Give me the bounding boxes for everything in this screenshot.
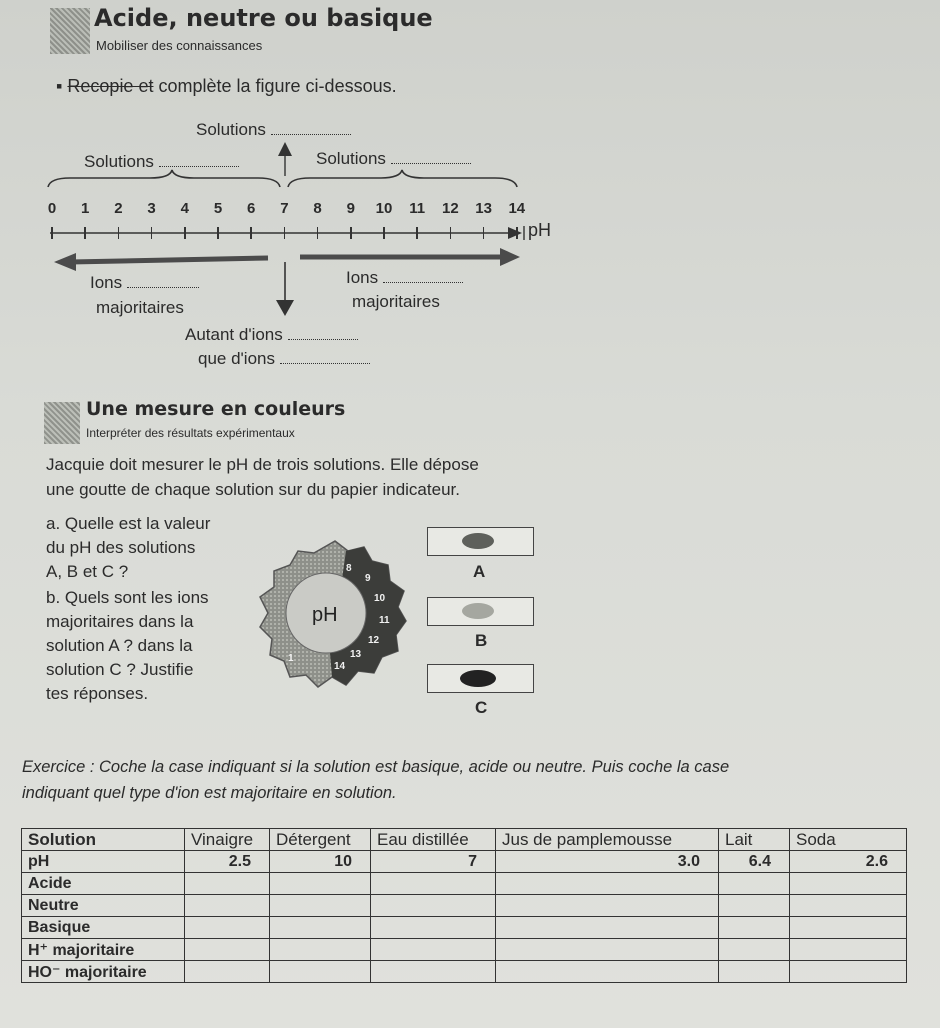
ph-tick-label-2: 2 bbox=[114, 200, 123, 217]
exercise2-intro-2: une goutte de chaque solution sur du papier indicateur. bbox=[46, 480, 460, 499]
row-label-h-majoritaire: H⁺ majoritaire bbox=[22, 939, 185, 961]
checkbox-cell[interactable] bbox=[270, 917, 371, 939]
checkbox-cell[interactable] bbox=[496, 939, 719, 961]
up-arrow-head bbox=[278, 142, 292, 156]
sample-c-box bbox=[427, 664, 534, 693]
checkbox-cell[interactable] bbox=[496, 961, 719, 983]
exercise3-text-1: Exercice : Coche la case indiquant si la solution est basique, acide ou neutre. Puis coche la case bbox=[22, 758, 730, 776]
ph-jus: 3.0 bbox=[496, 851, 719, 873]
table-row-basique bbox=[22, 917, 907, 939]
right-brace bbox=[288, 170, 517, 187]
sample-a-box bbox=[427, 527, 534, 556]
ph-tick-mark bbox=[250, 227, 252, 239]
exercise1-skill: Mobiliser des connaissances bbox=[96, 38, 263, 53]
ph-tick-label-13: 13 bbox=[475, 200, 492, 217]
left-brace bbox=[48, 170, 280, 187]
ph-tick-mark bbox=[317, 227, 319, 239]
ph-tick-mark bbox=[416, 227, 418, 239]
ph-tick-label-7: 7 bbox=[280, 200, 289, 217]
acid-arrow-head bbox=[54, 253, 76, 271]
ph-tick-label-6: 6 bbox=[247, 200, 256, 217]
down-arrow-head bbox=[276, 300, 294, 316]
row-label-neutre: Neutre bbox=[22, 895, 185, 917]
ph-tick-label-4: 4 bbox=[180, 200, 189, 217]
wheel-center-label: pH bbox=[312, 604, 338, 626]
checkbox-cell[interactable] bbox=[719, 895, 790, 917]
checkbox-cell[interactable] bbox=[496, 873, 719, 895]
wheel-number-9: 9 bbox=[365, 573, 371, 584]
ph-tick-mark bbox=[217, 227, 219, 239]
ph-color-wheel bbox=[250, 535, 420, 695]
checkbox-cell[interactable] bbox=[185, 895, 270, 917]
header-detergent: Détergent bbox=[270, 829, 371, 851]
checkbox-cell[interactable] bbox=[185, 939, 270, 961]
question-b: b. Quels sont les ions majoritaires dans la solution A ? dans la solution C ? Justifie tes réponses. bbox=[46, 588, 209, 703]
header-jus: Jus de pamplemousse bbox=[496, 829, 719, 851]
table-header-row bbox=[22, 829, 907, 851]
checkbox-cell[interactable] bbox=[185, 873, 270, 895]
ph-axis-label: pH bbox=[528, 220, 552, 240]
wheel-number-11: 11 bbox=[379, 615, 390, 626]
header-lait: Lait bbox=[719, 829, 790, 851]
ph-tick-mark bbox=[284, 227, 286, 239]
table-row-neutre bbox=[22, 895, 907, 917]
header-soda: Soda bbox=[790, 829, 907, 851]
checkbox-cell[interactable] bbox=[790, 939, 907, 961]
table-row-ho-majoritaire bbox=[22, 961, 907, 983]
wheel-number-8: 8 bbox=[346, 563, 352, 574]
row-label-ph: pH bbox=[22, 851, 185, 873]
ions-right-majoritaires: majoritaires bbox=[352, 292, 440, 311]
instruction-text: complète la figure ci-dessous. bbox=[158, 76, 397, 96]
ph-tick-mark bbox=[483, 227, 485, 239]
ph-soda: 2.6 bbox=[790, 851, 907, 873]
checkbox-cell[interactable] bbox=[790, 873, 907, 895]
ph-tick-label-5: 5 bbox=[213, 200, 223, 217]
header-vinaigre: Vinaigre bbox=[185, 829, 270, 851]
sample-c-label: C bbox=[475, 698, 488, 717]
checkbox-cell[interactable] bbox=[790, 961, 907, 983]
ph-lait: 6.4 bbox=[719, 851, 790, 873]
ph-tick-mark bbox=[151, 227, 153, 239]
ph-tick-label-12: 12 bbox=[442, 200, 459, 217]
checkbox-cell[interactable] bbox=[719, 873, 790, 895]
table-row-ph bbox=[22, 851, 907, 873]
checkbox-cell[interactable] bbox=[496, 917, 719, 939]
wheel-number-14: 14 bbox=[334, 661, 346, 672]
sample-a-label: A bbox=[473, 562, 486, 581]
label-solutions-left: Solutions bbox=[84, 152, 239, 172]
checkbox-cell[interactable] bbox=[185, 961, 270, 983]
ph-tick-label-8: 8 bbox=[313, 200, 322, 217]
ph-tick-mark bbox=[51, 227, 53, 239]
ph-tick-mark bbox=[383, 227, 385, 239]
table-row-acide bbox=[22, 873, 907, 895]
ph-tick-label-9: 9 bbox=[346, 200, 355, 217]
checkbox-cell[interactable] bbox=[719, 961, 790, 983]
checkbox-cell[interactable] bbox=[270, 961, 371, 983]
sample-b-box bbox=[427, 597, 534, 626]
wheel-number-1: 1 bbox=[288, 653, 294, 664]
label-solutions-right: Solutions bbox=[316, 149, 471, 169]
checkbox-cell[interactable] bbox=[270, 895, 371, 917]
wheel-number-10: 10 bbox=[374, 593, 386, 604]
sample-b-label: B bbox=[475, 631, 488, 650]
checkbox-cell[interactable] bbox=[270, 939, 371, 961]
header-eau: Eau distillée bbox=[371, 829, 496, 851]
ph-scale-figure bbox=[0, 0, 940, 380]
autant-line-1: Autant d'ions bbox=[185, 325, 358, 345]
row-label-ho-majoritaire: HO⁻ majoritaire bbox=[22, 961, 185, 983]
label-solutions-top: Solutions bbox=[196, 120, 351, 140]
checkbox-cell[interactable] bbox=[371, 961, 496, 983]
checkbox-cell[interactable] bbox=[371, 873, 496, 895]
ions-right-label: Ions bbox=[346, 268, 463, 288]
checkbox-cell[interactable] bbox=[719, 917, 790, 939]
ions-left-label: Ions bbox=[90, 273, 199, 293]
checkbox-cell[interactable] bbox=[790, 895, 907, 917]
ph-eau: 7 bbox=[371, 851, 496, 873]
ph-tick-label-3: 3 bbox=[147, 200, 156, 217]
exercise2-title: Une mesure en couleurs bbox=[86, 398, 346, 420]
ph-tick-label-11: 11 bbox=[409, 200, 426, 217]
checkbox-cell[interactable] bbox=[270, 873, 371, 895]
exercise3-text-2: indiquant quel type d'ion est majoritaire en solution. bbox=[22, 784, 397, 802]
ions-left-majoritaires: majoritaires bbox=[96, 298, 184, 317]
ph-tick-label-1: 1 bbox=[81, 200, 90, 217]
ph-tick-mark bbox=[450, 227, 452, 239]
basic-arrow-head bbox=[500, 248, 520, 266]
sample-b-drop bbox=[462, 603, 494, 619]
checkbox-cell[interactable] bbox=[371, 917, 496, 939]
ph-vinaigre: 2.5 bbox=[185, 851, 270, 873]
sample-a-drop bbox=[462, 533, 494, 549]
checkbox-cell[interactable] bbox=[371, 895, 496, 917]
ph-tick-mark bbox=[118, 227, 120, 239]
checkbox-cell[interactable] bbox=[719, 939, 790, 961]
ph-tick-label-14: 14 bbox=[508, 200, 526, 217]
exercise1-title: Acide, neutre ou basique bbox=[94, 4, 433, 32]
header-solution: Solution bbox=[22, 829, 185, 851]
exercise-table bbox=[21, 828, 907, 983]
row-label-acide: Acide bbox=[22, 873, 185, 895]
bullet-icon: ▪ bbox=[56, 76, 63, 96]
ph-axis-arrow bbox=[508, 227, 522, 239]
ph-tick-mark bbox=[84, 227, 86, 239]
acid-arrow-line bbox=[70, 258, 268, 262]
sample-c-drop bbox=[460, 670, 496, 687]
exercise2-skill: Interpréter des résultats expérimentaux bbox=[86, 426, 295, 440]
table-row-h-majoritaire bbox=[22, 939, 907, 961]
checkbox-cell[interactable] bbox=[790, 917, 907, 939]
autant-line-2: que d'ions bbox=[198, 349, 370, 369]
ph-tick-label-0: 0 bbox=[47, 200, 57, 217]
instruction-struck: Recopie et bbox=[67, 76, 154, 96]
ph-tick-mark bbox=[350, 227, 352, 239]
wheel-number-13: 13 bbox=[350, 649, 362, 660]
checkbox-cell[interactable] bbox=[496, 895, 719, 917]
ph-detergent: 10 bbox=[270, 851, 371, 873]
ph-tick-mark bbox=[184, 227, 186, 239]
checkbox-cell[interactable] bbox=[185, 917, 270, 939]
ph-tick-label-10: 10 bbox=[375, 200, 393, 217]
row-label-basique: Basique bbox=[22, 917, 185, 939]
ph-tick-mark bbox=[516, 227, 518, 239]
question-a: a. Quelle est la valeur du pH des solutions A, B et C ? bbox=[46, 514, 211, 581]
exercise2-intro-1: Jacquie doit mesurer le pH de trois solutions. Elle dépose bbox=[46, 455, 479, 474]
checkbox-cell[interactable] bbox=[371, 939, 496, 961]
wheel-number-12: 12 bbox=[368, 635, 380, 646]
exercise2-thumbnail bbox=[44, 402, 80, 444]
